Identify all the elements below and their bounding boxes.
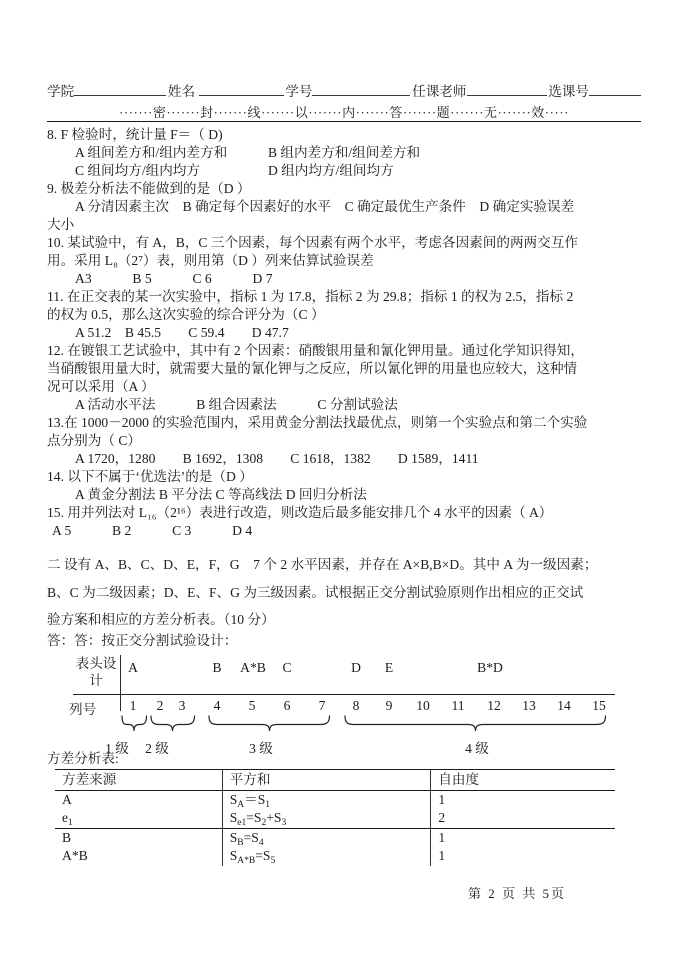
section-two-paragraph (47, 551, 651, 634)
page-footer: 第 2 页 共 5页 (468, 886, 567, 901)
diagram-horizontal-line (73, 694, 615, 695)
question-10-line2: 用。采用 L₈（2⁷）表，则用第（D ）列来估算试验误差 (47, 253, 374, 268)
question-15: 15. 用并列法对 L₁₆（2¹⁶）表进行改造，则改造后最多能安排几个 4 水平的因素（ A） (47, 505, 553, 520)
group4-brace-icon (344, 715, 607, 733)
field-course-id (548, 80, 641, 100)
section-two-line3: 验方案和相应的方差分析表。（10 分） (47, 612, 275, 627)
anova-table (55, 769, 615, 866)
col-number-11: 11 (451, 698, 465, 713)
question-15-options: A 5 B 2 C 3 D 4 (52, 523, 253, 538)
field-name (168, 80, 284, 100)
question-8-options-ab: A 组间差方和/组内差方和 B 组内差方和/组间差方和 (75, 145, 421, 160)
anova-row-AxB (55, 847, 615, 866)
col-number-12: 12 (487, 698, 501, 713)
headrow-design-diagram (47, 651, 651, 757)
assignment-A: A (128, 660, 138, 675)
question-9-options: A 分清因素主次 B 确定每个因素好的水平 C 确定最优生产条件 D 确定实验误差 (75, 199, 575, 214)
diagram-col-label: 列号 (69, 702, 97, 717)
field-student-id-blank (312, 83, 410, 96)
anova-row-B (55, 829, 615, 848)
question-block (47, 126, 651, 540)
field-teacher (412, 80, 546, 100)
col-number-6: 6 (283, 698, 291, 713)
col-number-9: 9 (385, 698, 393, 713)
question-13-line2: 点分别为（ C） (47, 433, 142, 448)
col-number-15: 15 (592, 698, 606, 713)
question-10-line1: 10. 某试验中，有 A，B，C 三个因素，每个因素有两个水平，考虑各因素间的两两交互作 (47, 235, 578, 250)
field-name-blank (199, 83, 284, 96)
diagram-vertical-line (120, 655, 121, 711)
col-number-2: 2 (156, 698, 164, 713)
group3-brace-icon (208, 715, 331, 733)
group2-brace-icon (150, 715, 196, 733)
question-10-options: A3 B 5 C 6 D 7 (75, 271, 273, 286)
field-student-id-label: 学号 (285, 84, 313, 99)
field-college-blank (74, 83, 166, 96)
question-14-options: A 黄金分割法 B 平分法 C 等高线法 D 回归分析法 (75, 487, 367, 502)
question-8: 8. F 检验时，统计量 F＝（ D) (47, 127, 223, 142)
anova-header-source: 方差来源 (62, 772, 117, 787)
section-two-line2: B、C 为二级因素；D、E、F、G 为三级因素。试根据正交分割试验原则作出相应的正交试 (47, 584, 584, 600)
field-college-label: 学院 (47, 84, 75, 99)
anova-cell-source: B (62, 829, 72, 845)
anova-table-title: 方差分析表: (47, 751, 119, 766)
field-course-id-blank (589, 83, 641, 96)
assignment-BxD: B*D (477, 660, 503, 675)
col-number-10: 10 (416, 698, 430, 713)
col-number-7: 7 (318, 698, 326, 713)
anova-cell-df: 1 (430, 847, 615, 866)
field-teacher-blank (467, 83, 547, 96)
assignment-D: D (351, 660, 361, 675)
group1-label: 1 级 (105, 741, 129, 756)
field-student-id (285, 80, 410, 100)
col-number-8: 8 (352, 698, 360, 713)
anova-cell-df: 1 (430, 791, 615, 810)
col-number-4: 4 (213, 698, 221, 713)
assignment-C: C (282, 660, 292, 675)
anova-cell-ss: $S_{A*B}=S_5$ (222, 847, 431, 866)
group1-brace-icon (121, 715, 148, 733)
diagram-row-label: 表头设计 (75, 656, 117, 688)
col-number-13: 13 (522, 698, 536, 713)
anova-cell-source: A (62, 791, 72, 807)
header-fields (47, 80, 641, 100)
anova-row-e1 (55, 809, 615, 829)
question-9: 9. 极差分析法不能做到的是（D ） (47, 181, 251, 196)
anova-cell-df: 2 (430, 809, 615, 828)
section-two-line1: 二 设有 A、B、C、D、E，F，G 7 个 2 水平因素，并存在 A×B,B×D。其中 A 为一级因素； (47, 557, 598, 572)
anova-cell-ss: $S_A=S_1$ (222, 791, 431, 810)
question-12-line2: 当硝酸银用量大时，就需要大量的氰化钾与之反应，所以氰化钾的用量也应较大，这种情 (47, 361, 578, 376)
anova-header-df: 自由度 (430, 770, 615, 790)
header-divider-line (47, 121, 641, 122)
assignment-B: B (212, 660, 222, 675)
anova-cell-source: A*B (62, 848, 88, 863)
question-13-options: A 1720，1280 B 1692，1308 C 1618，1382 D 1589，1411 (75, 451, 479, 466)
anova-row-A (55, 791, 615, 810)
question-11-options: A 51.2 B 45.5 C 59.4 D 47.7 (75, 325, 289, 340)
question-12-line1: 12. 在镀银工艺试验中，其中有 2 个因素：硝酸银用量和氰化钾用量。通过化学知识得知， (47, 343, 584, 358)
group2-label: 2 级 (145, 741, 169, 756)
anova-header-ss: 平方和 (222, 770, 431, 790)
col-number-3: 3 (178, 698, 186, 713)
field-course-id-label: 选课号 (548, 84, 589, 99)
question-12-options: A 活动水平法 B 组合因素法 C 分割试验法 (75, 397, 398, 412)
question-8-options-cd: C 组间均方/组内均方 D 组内均方/组间均方 (75, 163, 394, 178)
col-number-5: 5 (248, 698, 256, 713)
anova-cell-df: 1 (430, 829, 615, 848)
question-11-line2: 的权为 0.5，那么这次实验的综合评分为（C ） (47, 307, 325, 322)
anova-cell-ss: $S_{e1}=S_2+S_3$ (222, 809, 431, 828)
question-12-line3: 况可以采用（A ） (47, 379, 155, 394)
seal-line: ·······密·······封·······线·······以·······内·······答·······题·······无·······效····· (119, 105, 569, 120)
question-11-line1: 11. 在正交表的某一次实验中，指标 1 为 17.8，指标 2 为 29.8；指标 1 的权为 2.5，指标 2 (47, 289, 574, 304)
anova-header-row (55, 770, 615, 791)
field-name-label: 姓名 (167, 84, 196, 99)
col-number-1: 1 (129, 698, 137, 713)
assignment-AxB: A*B (240, 660, 266, 675)
group4-label: 4 级 (465, 741, 489, 756)
group3-label: 3 级 (249, 741, 273, 756)
field-teacher-label: 任课老师 (412, 84, 467, 99)
question-14: 14. 以下不属于‘优选法’的是（D ） (47, 469, 253, 484)
assignment-E: E (384, 660, 394, 675)
field-college (47, 80, 166, 100)
question-9-options-cont: 大小 (47, 217, 75, 232)
anova-cell-source: $e_1$ (62, 810, 73, 828)
answer-intro-line: 答：答：按正交分割试验设计： (47, 633, 238, 648)
col-number-14: 14 (557, 698, 571, 713)
anova-cell-ss: $S_B=S_4$ (222, 829, 431, 848)
question-13-line1: 13.在 1000－2000 的实验范围内，采用黄金分割法找最优点，则第一个实验点和第二个实验 (47, 415, 588, 430)
